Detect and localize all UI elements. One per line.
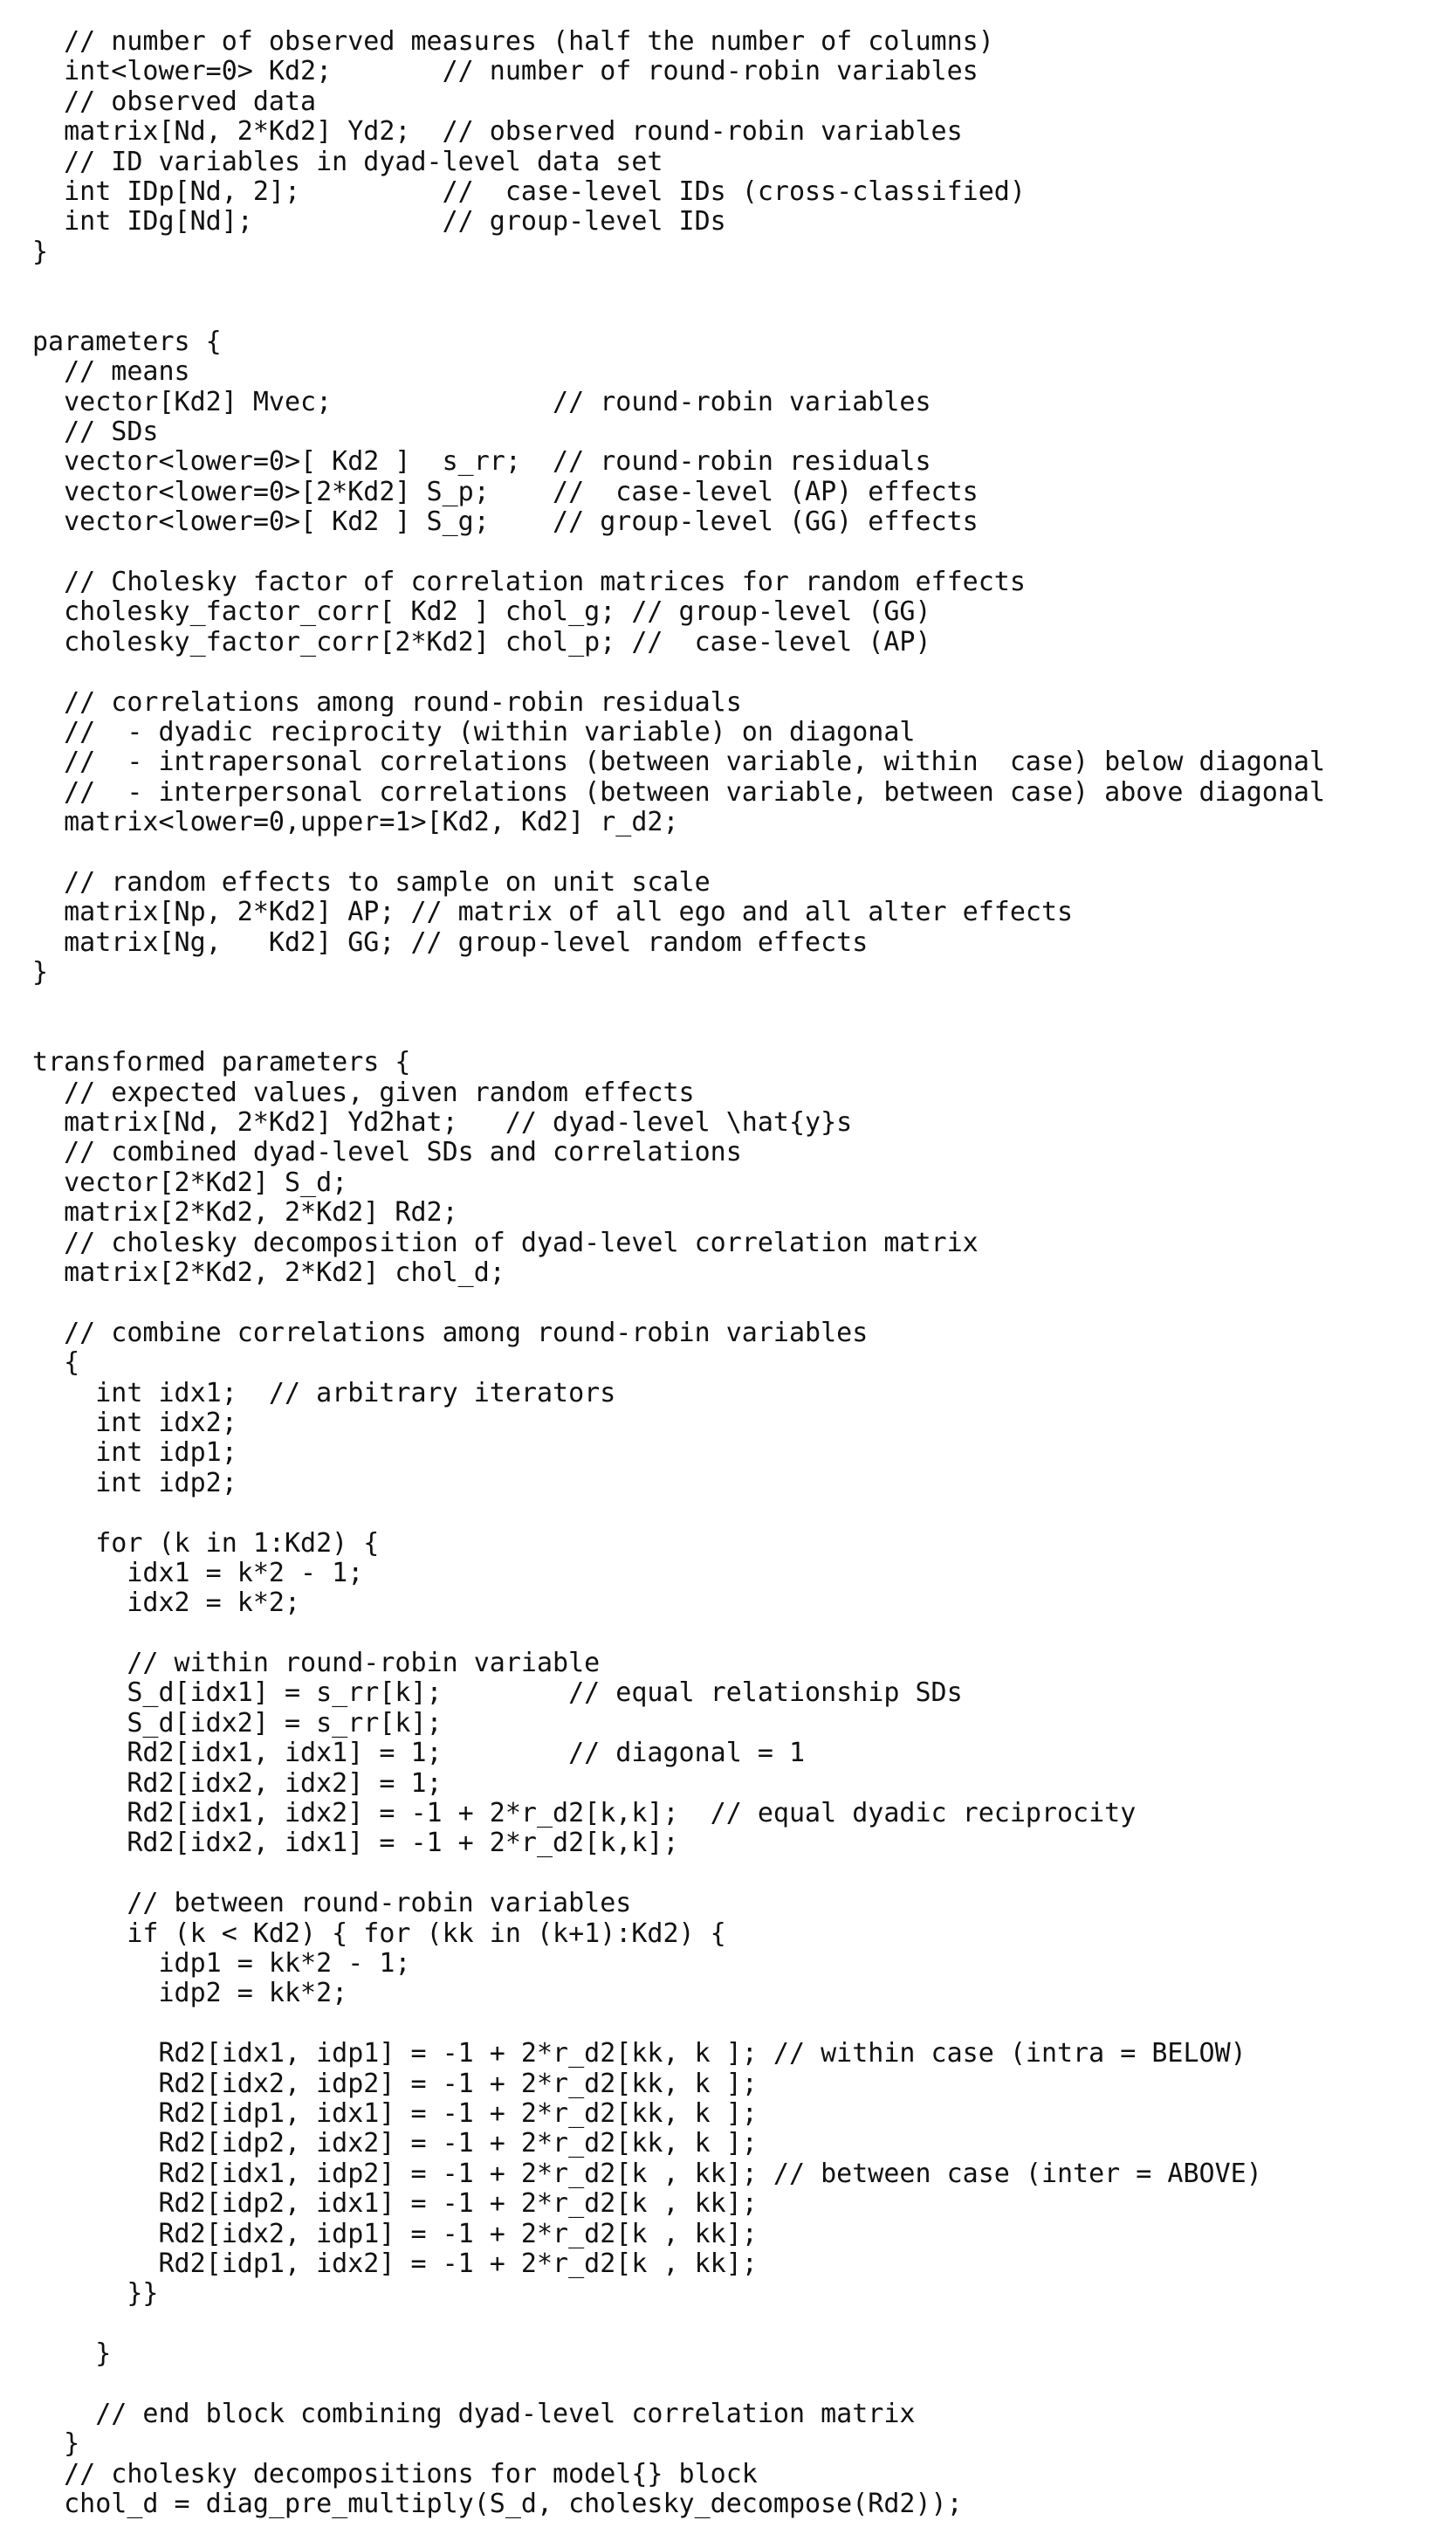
code-line: // random effects to sample on unit scale [32,866,711,898]
code-line: // Cholesky factor of correlation matrices for random effects [32,567,1026,598]
code-line: // - intrapersonal correlations (between variable, within case) below diagonal [32,747,1326,778]
code-line: int idx2; [32,1407,237,1438]
code-line: // SDs [32,417,159,448]
code-line: cholesky_factor_corr[2*Kd2] chol_p; // case-level (AP) [32,626,931,658]
code-line: } [32,957,49,988]
code-line: // correlations among round-robin residuals [32,686,742,718]
code-line: // observed data [32,86,317,117]
code-line: matrix[Nd, 2*Kd2] Yd2hat; // dyad-level \hat{y}s [32,1107,853,1139]
code-line: // combine correlations among round-robin variables [32,1317,869,1348]
code-line: int idx1; // arbitrary iterators [32,1377,616,1408]
code-line: Rd2[idx2, idp1] = -1 + 2*r_d2[k , kk]; [32,2218,758,2249]
code-line: idx1 = k*2 - 1; [32,1557,364,1588]
code-line: // ID variables in dyad-level data set [32,146,663,177]
code-line: matrix<lower=0,upper=1>[Kd2, Kd2] r_d2; [32,807,679,838]
code-line: Rd2[idx2, idx2] = 1; [32,1767,443,1799]
code-line: // cholesky decompositions for model{} block [32,2458,758,2489]
code-line: vector[Kd2] Mvec; // round-robin variables [32,386,931,417]
code-line: Rd2[idp1, idx1] = -1 + 2*r_d2[kk, k ]; [32,2097,758,2129]
code-line: matrix[2*Kd2, 2*Kd2] chol_d; [32,1257,505,1289]
code-line: Rd2[idx1, idp1] = -1 + 2*r_d2[kk, k ]; // within case (intra = BELOW) [32,2038,1247,2069]
code-line: parameters { [32,326,222,357]
code-line: Rd2[idx1, idp2] = -1 + 2*r_d2[k , kk]; // between case (inter = ABOVE) [32,2158,1262,2189]
code-line: S_d[idx1] = s_rr[k]; // equal relationship SDs [32,1677,963,1709]
code-line: vector<lower=0>[ Kd2 ] S_g; // group-level (GG) effects [32,506,979,538]
code-line: { [32,1347,80,1379]
code-line [32,538,1325,568]
code-line: cholesky_factor_corr[ Kd2 ] chol_g; // group-level (GG) [32,596,931,628]
code-line: int IDp[Nd, 2]; // case-level IDs (cross-classified) [32,176,1026,207]
code-line: int idp1; [32,1437,237,1469]
code-line: for (k in 1:Kd2) { [32,1527,380,1559]
code-line: // - dyadic reciprocity (within variable) on diagonal [32,716,916,747]
code-line: // cholesky decomposition of dyad-level correlation matrix [32,1227,979,1258]
code-line: Rd2[idp2, idx1] = -1 + 2*r_d2[k , kk]; [32,2188,758,2220]
code-line: // end block combining dyad-level correlation matrix [32,2398,916,2429]
code-line [32,1018,1325,1048]
code-line: } [32,236,49,267]
code-line: Rd2[idx2, idp2] = -1 + 2*r_d2[kk, k ]; [32,2068,758,2099]
code-line: Rd2[idx1, idx1] = 1; // diagonal = 1 [32,1738,806,1769]
code-line: // expected values, given random effects [32,1077,695,1108]
code-line: // means [32,356,190,388]
code-line: Rd2[idx2, idx1] = -1 + 2*r_d2[k,k]; [32,1828,679,1859]
code-line: Rd2[idx1, idx2] = -1 + 2*r_d2[k,k]; // equal dyadic reciprocity [32,1798,1137,1829]
code-line: int<lower=0> Kd2; // number of round-robin variables [32,56,979,87]
code-listing [32,27,1325,2519]
code-line: // number of observed measures (half the number of columns) [32,26,994,57]
code-line: }} [32,2278,159,2310]
code-line: Rd2[idp2, idx2] = -1 + 2*r_d2[kk, k ]; [32,2128,758,2159]
code-line: int idp2; [32,1467,237,1498]
code-line: idx2 = k*2; [32,1587,301,1619]
code-line: // - interpersonal correlations (between variable, between case) above diagonal [32,776,1326,808]
code-line: vector<lower=0>[2*Kd2] S_p; // case-level (AP) effects [32,476,979,507]
code-line: idp2 = kk*2; [32,1978,348,2009]
code-line [32,298,1325,327]
code-line [32,1288,1325,1318]
code-line: matrix[Nd, 2*Kd2] Yd2; // observed round-robin variables [32,116,963,148]
code-line: int IDg[Nd]; // group-level IDs [32,206,726,238]
code-line [32,2310,1325,2339]
code-line [32,2369,1325,2399]
code-line: } [32,2428,80,2460]
code-line: } [32,2338,112,2370]
code-line: // combined dyad-level SDs and correlations [32,1137,742,1168]
code-line: vector<lower=0>[ Kd2 ] s_rr; // round-robin residuals [32,446,931,478]
code-line: S_d[idx2] = s_rr[k]; [32,1707,443,1739]
code-line: idp1 = kk*2 - 1; [32,1948,411,1979]
code-line: matrix[2*Kd2, 2*Kd2] Rd2; [32,1197,458,1229]
code-line: transformed parameters { [32,1047,411,1078]
code-line: // between round-robin variables [32,1888,632,1919]
code-line: matrix[Np, 2*Kd2] AP; // matrix of all ego and all alter effects [32,897,1074,928]
code-line [32,1498,1325,1528]
code-line [32,658,1325,687]
code-line: // within round-robin variable [32,1648,601,1679]
code-line: chol_d = diag_pre_multiply(S_d, cholesky_decompose(Rd2)); [32,2489,963,2520]
code-line [32,838,1325,868]
code-line: Rd2[idp1, idx2] = -1 + 2*r_d2[k , kk]; [32,2248,758,2279]
code-line [32,267,1325,297]
code-line [32,1859,1325,1889]
code-line: if (k < Kd2) { for (kk in (k+1):Kd2) { [32,1918,726,1949]
code-line [32,2009,1325,2039]
code-line: matrix[Ng, Kd2] GG; // group-level random effects [32,926,869,958]
code-line: vector[2*Kd2] S_d; [32,1167,348,1198]
code-line [32,1619,1325,1649]
code-line [32,988,1325,1018]
